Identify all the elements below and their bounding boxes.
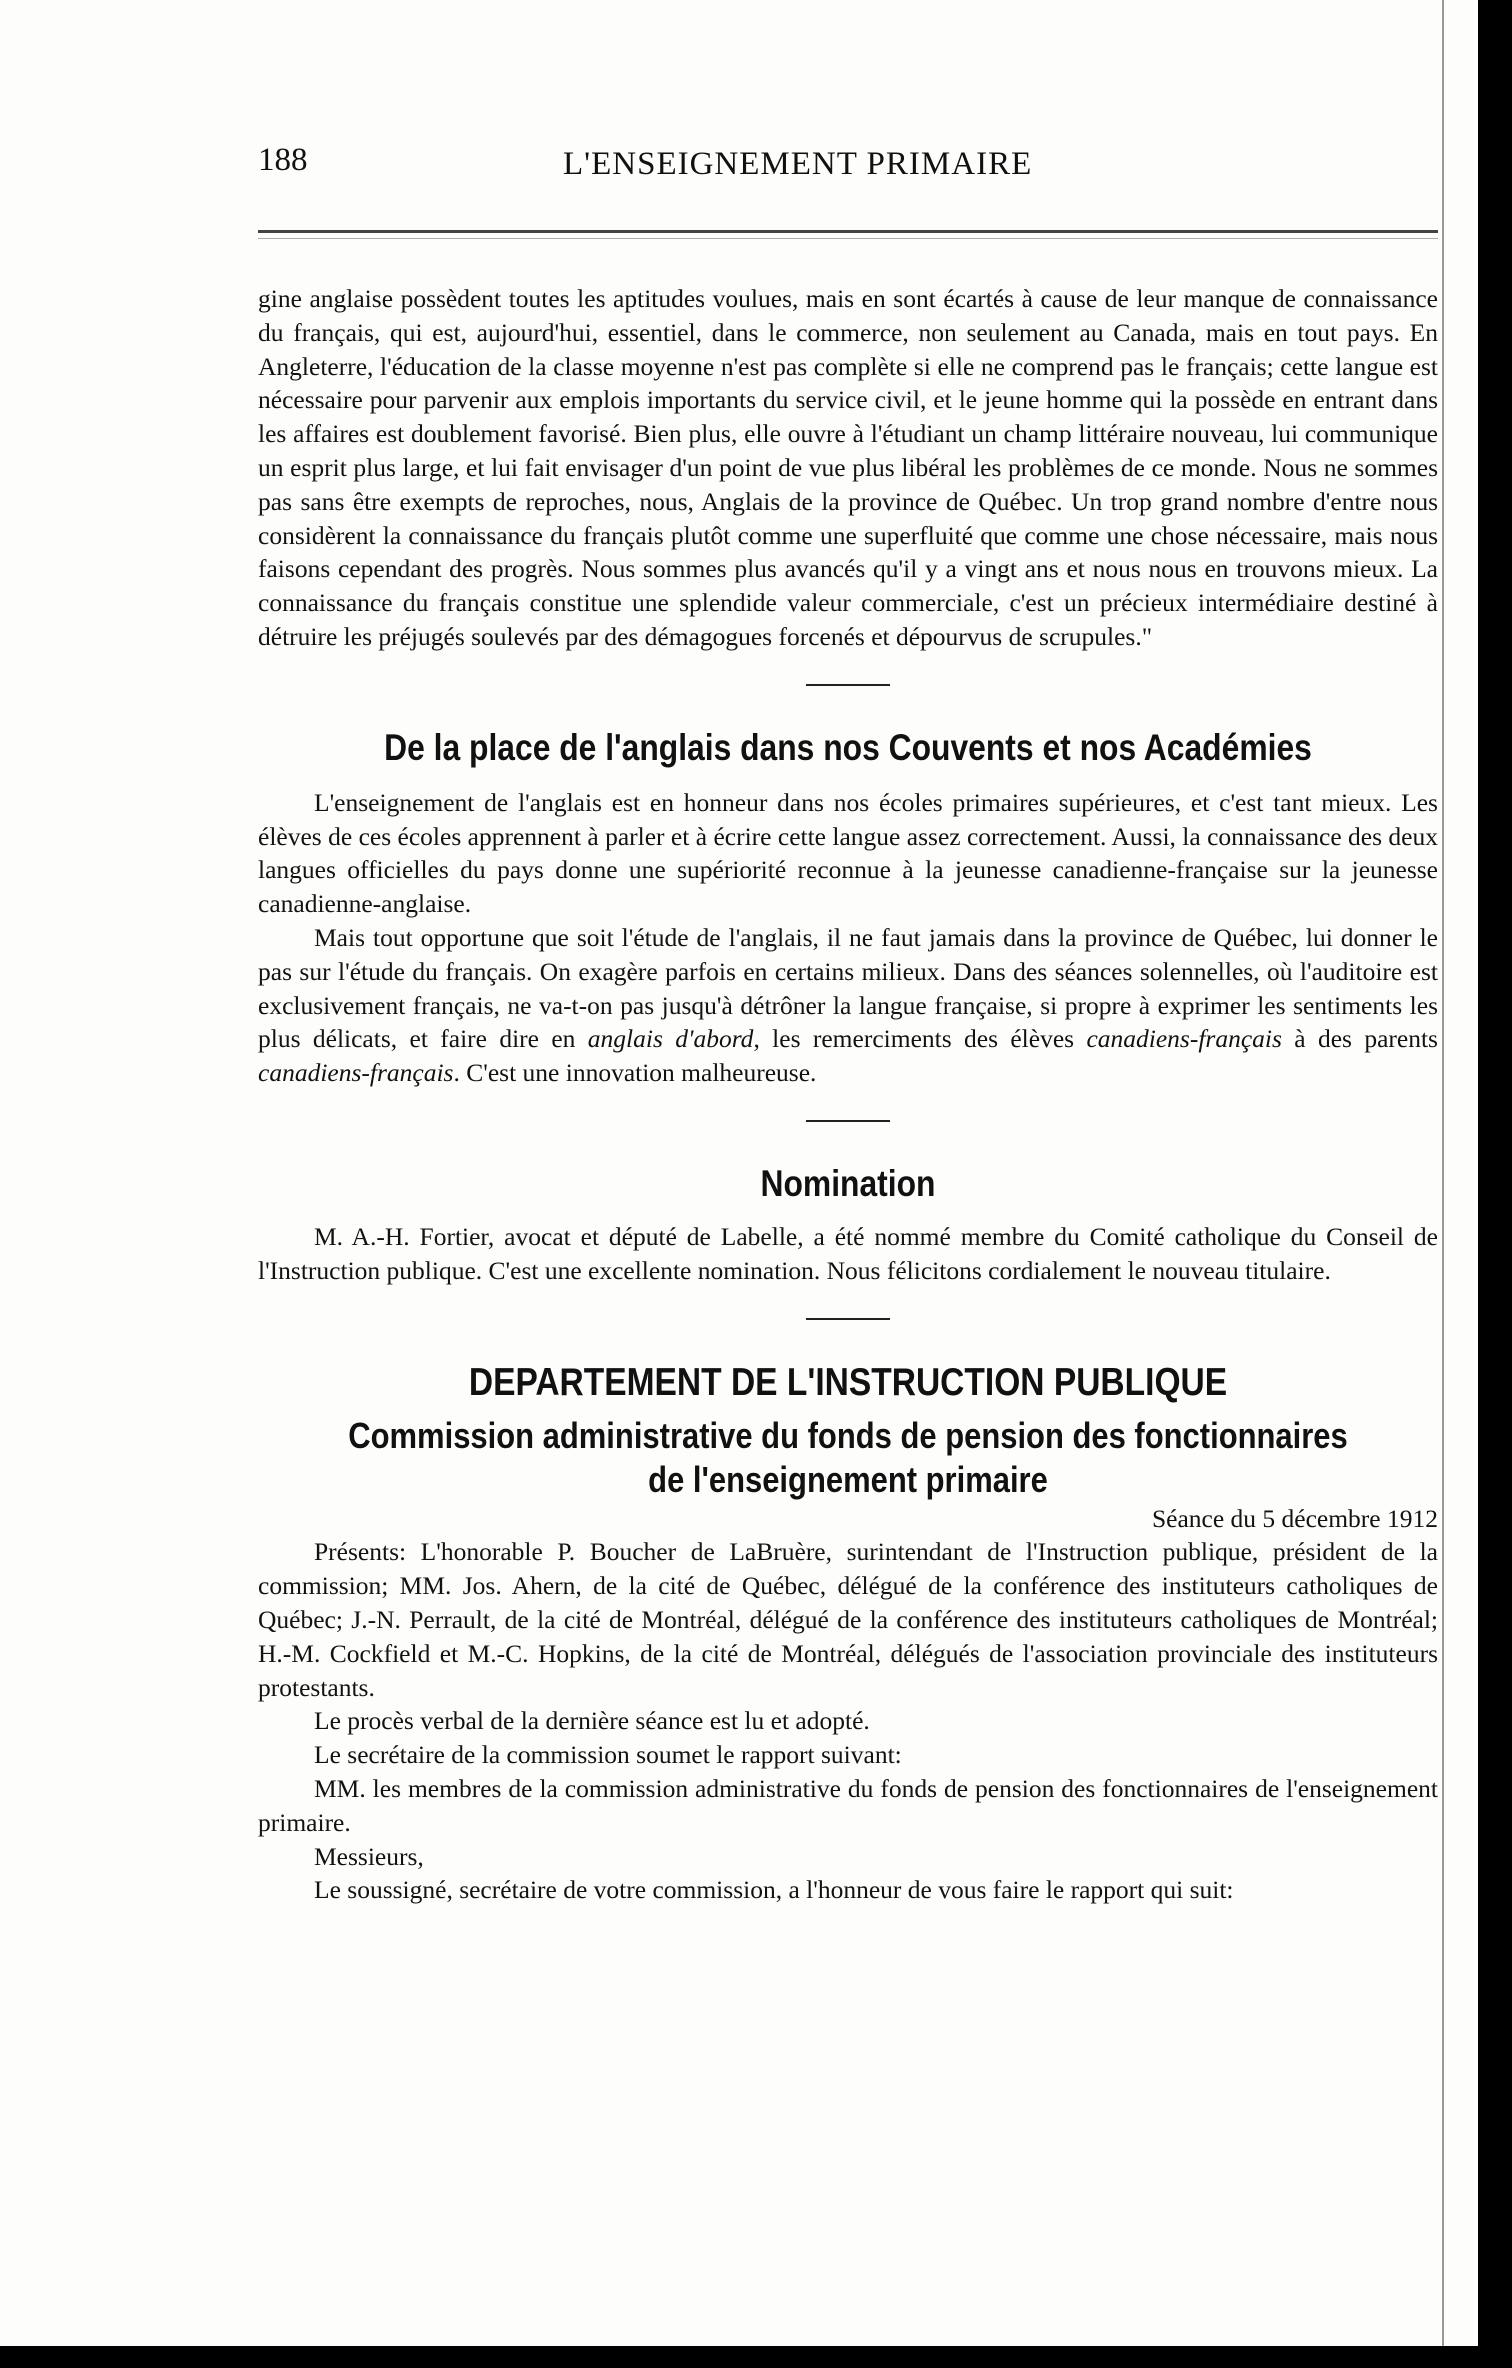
couvents-text-c: à des parents [1281,1024,1438,1054]
couvents-paragraph-2 [258,921,1438,1090]
mm-membres-line: MM. les membres de la commission administrative du fonds de pension des fonctionnaires de l'enseignement primaire. [258,1773,1438,1837]
couvents-paragraph-1: L'enseignement de l'anglais est en honneur dans nos écoles primaires supérieures, et c'est tant mieux. Les élèves de ces écoles apprennent à parler et à écrire cette langue assez correctement. Aussi, la connaissance des deux langues officielles du pays donne une supériorité reconnue à la jeunesse canadienne-française sur la jeunesse canadienne-anglaise. [258,787,1438,919]
section-separator [806,1318,890,1320]
page-body [258,282,1438,1907]
page-edge-shadow [1442,0,1444,2346]
couvents-text-a: Mais tout opportune que soit l'étude de l'anglais, il ne faut jamais dans la province de Québec, lui donner le pas sur l'étude du français. On exagère parfois en certains milieux. Dans des séances solennelles, où l'auditoire est exclusivement français, ne va-t-on pas jusqu'à détrôner la langue française, si propre à exprimer les sentiments les plus délicats, et faire dire en [258,922,1438,1054]
couvents-text-d: . C'est une innovation malheureuse. [453,1058,817,1088]
proces-verbal-line: Le procès verbal de la dernière séance est lu et adopté. [314,1706,870,1736]
couvents-italic-1: anglais d'abord [587,1024,754,1054]
commission-subtitle-line-1: Commission administrative du fonds de pension des fonctionnaires [348,1414,1348,1456]
header-rule [258,230,1438,233]
page-header [258,142,1438,192]
page-number: 188 [258,142,308,178]
couvents-italic-3: canadiens-français [258,1058,454,1088]
secretaire-line: Le secrétaire de la commission soumet le rapport suivant: [314,1740,902,1770]
seance-date: Séance du 5 décembre 1912 [1151,1503,1438,1533]
running-title: L'ENSEIGNEMENT PRIMAIRE [563,146,1033,182]
soussigne-line: Le soussigné, secrétaire de votre commission, a l'honneur de vous faire le rapport qui suit: [314,1875,1234,1905]
section-separator [806,684,890,686]
nomination-paragraph: M. A.-H. Fortier, avocat et député de Labelle, a été nommé membre du Comité catholique du Conseil de l'Instruction publique. C'est une excellente nomination. Nous félicitons cordialement le nouveau titulaire. [258,1221,1438,1285]
section-separator [806,1120,890,1122]
messieurs-line: Messieurs, [314,1841,424,1871]
presents-paragraph: Présents: L'honorable P. Boucher de LaBruère, surintendant de l'Instruction publique, président de la commission; MM. Jos. Ahern, de la cité de Québec, délégué de la conférence des instituteurs catholiques de Québec; J.-N. Perrault, de la cité de Montréal, délégué de la conférence des instituteurs catholiques de Montréal; H.-M. Cockfield et M.-C. Hopkins, de la cité de Montréal, délégués de l'association provinciale des instituteurs protestants. [258,1537,1438,1702]
header-rule-thin [258,238,1438,239]
intro-paragraph: gine anglaise possèdent toutes les aptitudes voulues, mais en sont écartés à cause de leur manque de connaissance du français, qui est, aujourd'hui, essentiel, dans le commerce, non seulement au Canada, mais en tout pays. En Angleterre, l'éducation de la classe moyenne n'est pas complète si elle ne comprend pas le français; cette langue est nécessaire pour parvenir aux emplois importants du service civil, et le jeune homme qui la possède en entrant dans les affaires est doublement favorisé. Bien plus, elle ouvre à l'étudiant un champ littéraire nouveau, lui communique un esprit plus large, et lui fait envisager d'un point de vue plus libéral les problèmes de ce monde. Nous ne sommes pas sans être exempts de reproches, nous, Anglais de la province de Québec. Un trop grand nombre d'entre nous considèrent la connaissance du français plutôt comme une superfluité que comme une chose nécessaire, mais nous faisons cependant des progrès. Nous sommes plus avancés qu'il y a vingt ans et nous nous en trouvons mieux. La connaissance du français constitue une splendide valeur commerciale, c'est un précieux intermédiaire destiné à détruire les préjugés soulevés par des démagogues forcenés et dépourvus de scrupules." [258,284,1438,651]
section-title-nomination: Nomination [760,1162,936,1204]
section-title-couvents: De la place de l'anglais dans nos Couvents et nos Académies [384,726,1312,768]
couvents-text-b: , les remerciments des élèves [753,1024,1087,1054]
couvents-italic-2: canadiens-français [1086,1024,1282,1054]
section-title-department: DEPARTEMENT DE L'INSTRUCTION PUBLIQUE [468,1360,1228,1404]
commission-subtitle-line-2: de l'enseignement primaire [648,1458,1048,1500]
